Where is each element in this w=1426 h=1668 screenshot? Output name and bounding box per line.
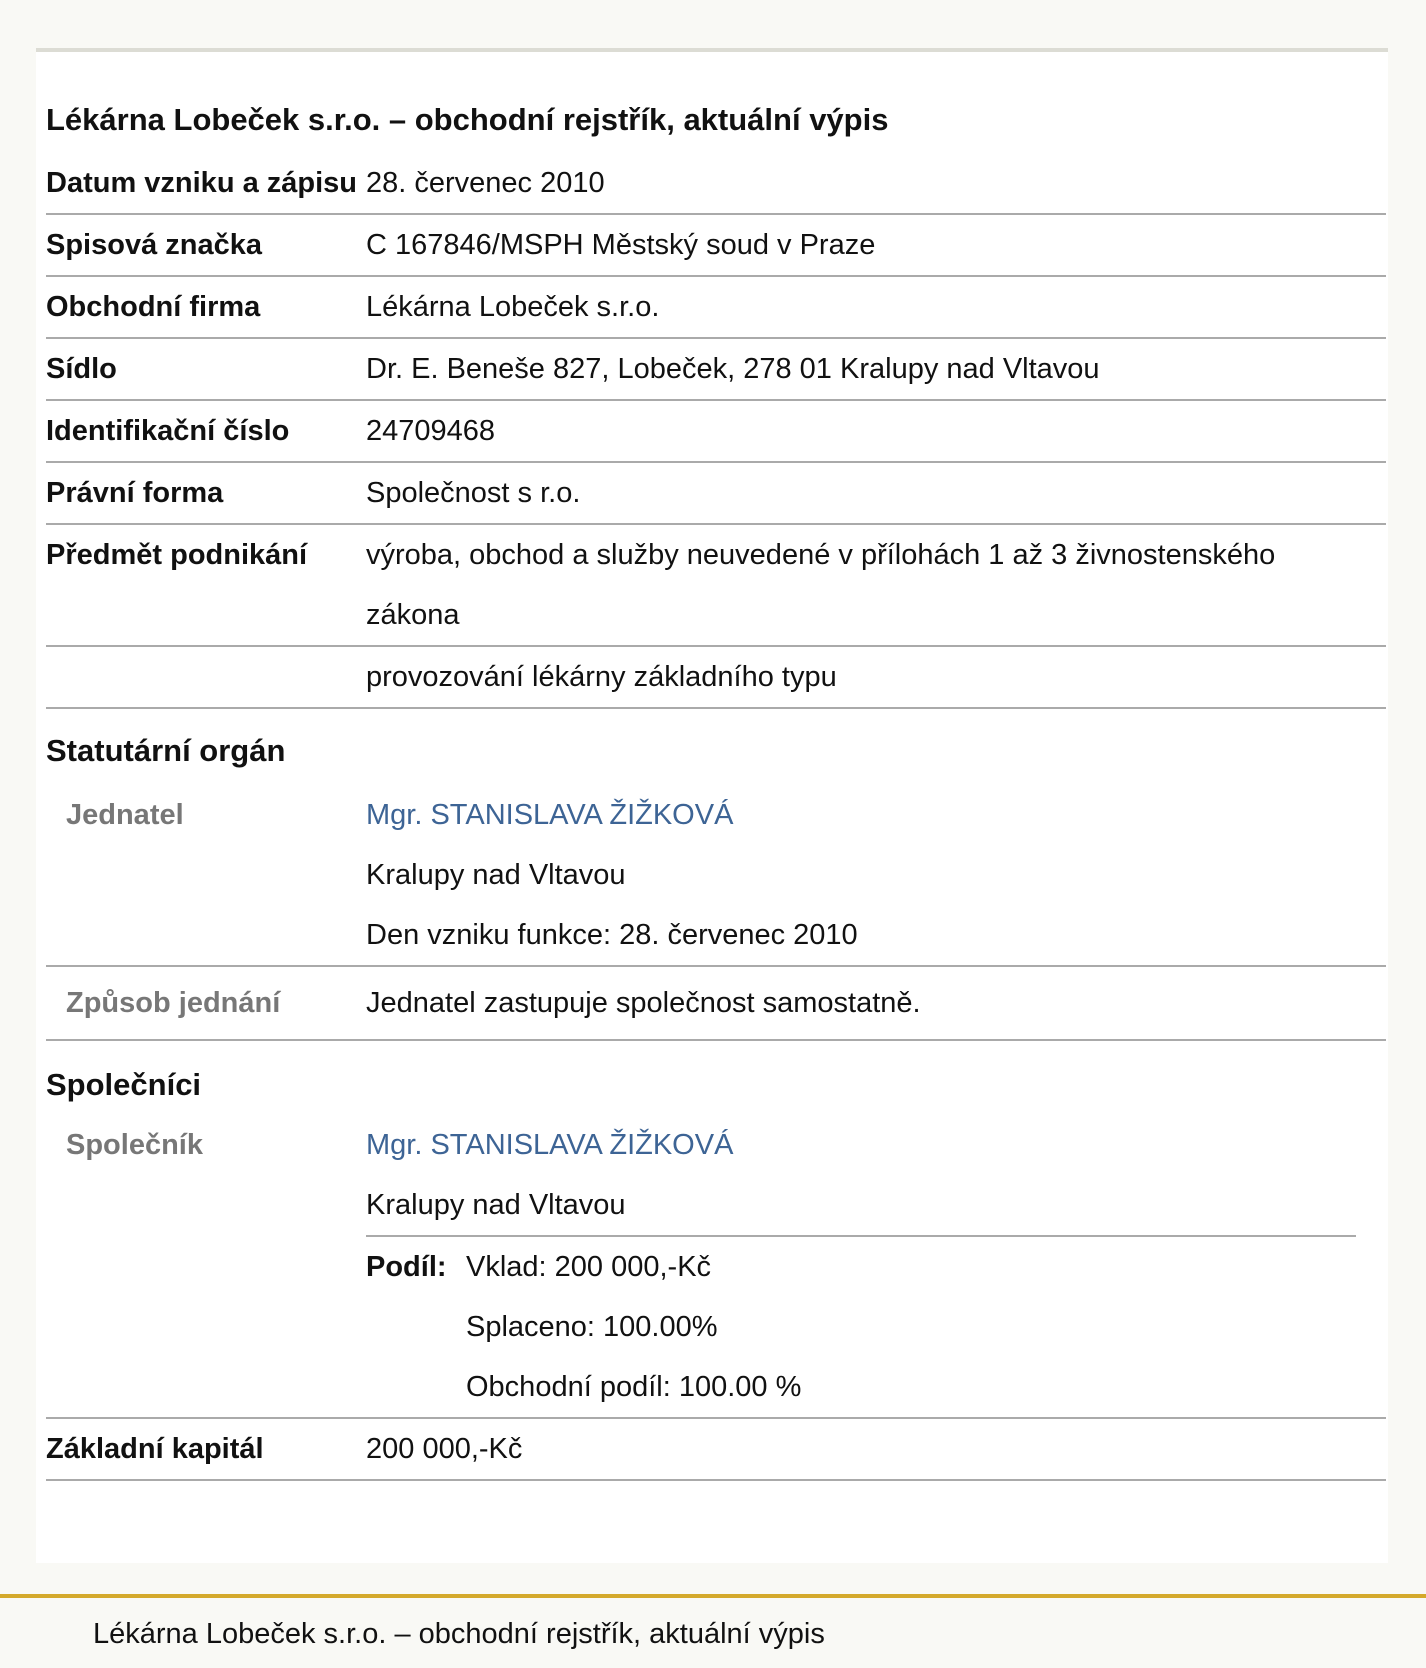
row-value: Společnost s r.o. [366,477,581,509]
row-value: výroba, obchod a služby neuvedené v přílohách 1 až 3 živnostenského zákona [366,539,1276,631]
row-label: Předmět podnikání [46,539,308,571]
row-datum-vzniku [46,153,1386,215]
person-link[interactable]: Mgr. STANISLAVA ŽIŽKOVÁ [366,1129,734,1161]
person-link[interactable]: Mgr. STANISLAVA ŽIŽKOVÁ [366,799,734,831]
page-title: Lékárna Lobeček s.r.o. – obchodní rejstřík, aktuální výpis [46,102,889,137]
row-value: provozování lékárny základního typu [366,661,837,693]
row-sidlo [46,339,1386,401]
row-label: Datum vzniku a zápisu [46,167,358,199]
row-value [366,785,1386,965]
footer [0,1594,1426,1668]
row-value: Jednatel zastupuje společnost samostatně. [366,987,921,1019]
section-partners: Společníci [46,1067,202,1102]
register-content [46,102,1386,1481]
row-predmet-podnikani-2 [46,647,1386,709]
row-jednatel [46,785,1386,967]
share-details [466,1237,801,1417]
row-spolecnik [46,1115,1386,1419]
row-value: Lékárna Lobeček s.r.o. [366,291,660,323]
row-value: 24709468 [366,415,496,447]
row-pravni-forma [46,463,1386,525]
row-ico [46,401,1386,463]
row-value [366,1115,1386,1417]
row-obchodni-firma [46,277,1386,339]
row-label: Jednatel [66,799,184,831]
share-business: Obchodní podíl: 100.00 % [466,1371,802,1403]
register-panel [36,48,1388,1563]
row-label: Sídlo [46,353,117,385]
share-deposit: Vklad: 200 000,-Kč [466,1251,712,1283]
row-zpusob-jednani [46,967,1386,1041]
row-label: Společník [66,1129,203,1161]
share-paid: Splaceno: 100.00% [466,1311,718,1343]
row-value: C 167846/MSPH Městský soud v Praze [366,229,876,261]
row-label: Identifikační číslo [46,415,290,447]
row-label [46,647,366,707]
row-label: Právní forma [46,477,224,509]
row-value: 28. červenec 2010 [366,167,605,199]
row-value: Dr. E. Beneše 827, Lobeček, 278 01 Kralupy nad Vltavou [366,353,1100,385]
person-city: Kralupy nad Vltavou [366,859,626,891]
share-block [366,1237,1386,1417]
row-predmet-podnikani [46,525,1386,647]
row-spisova-znacka [46,215,1386,277]
row-label: Obchodní firma [46,291,261,323]
function-start: Den vzniku funkce: 28. červenec 2010 [366,919,858,951]
share-label: Podíl: [366,1251,447,1283]
person-city: Kralupy nad Vltavou [366,1189,626,1221]
row-label: Základní kapitál [46,1433,264,1465]
footer-text: Lékárna Lobeček s.r.o. – obchodní rejstřík, aktuální výpis [93,1618,825,1650]
row-label: Spisová značka [46,229,262,261]
row-zakladni-kapital [46,1419,1386,1481]
row-value: 200 000,-Kč [366,1433,523,1465]
row-label: Způsob jednání [66,987,281,1019]
section-statutory: Statutární orgán [46,733,286,768]
